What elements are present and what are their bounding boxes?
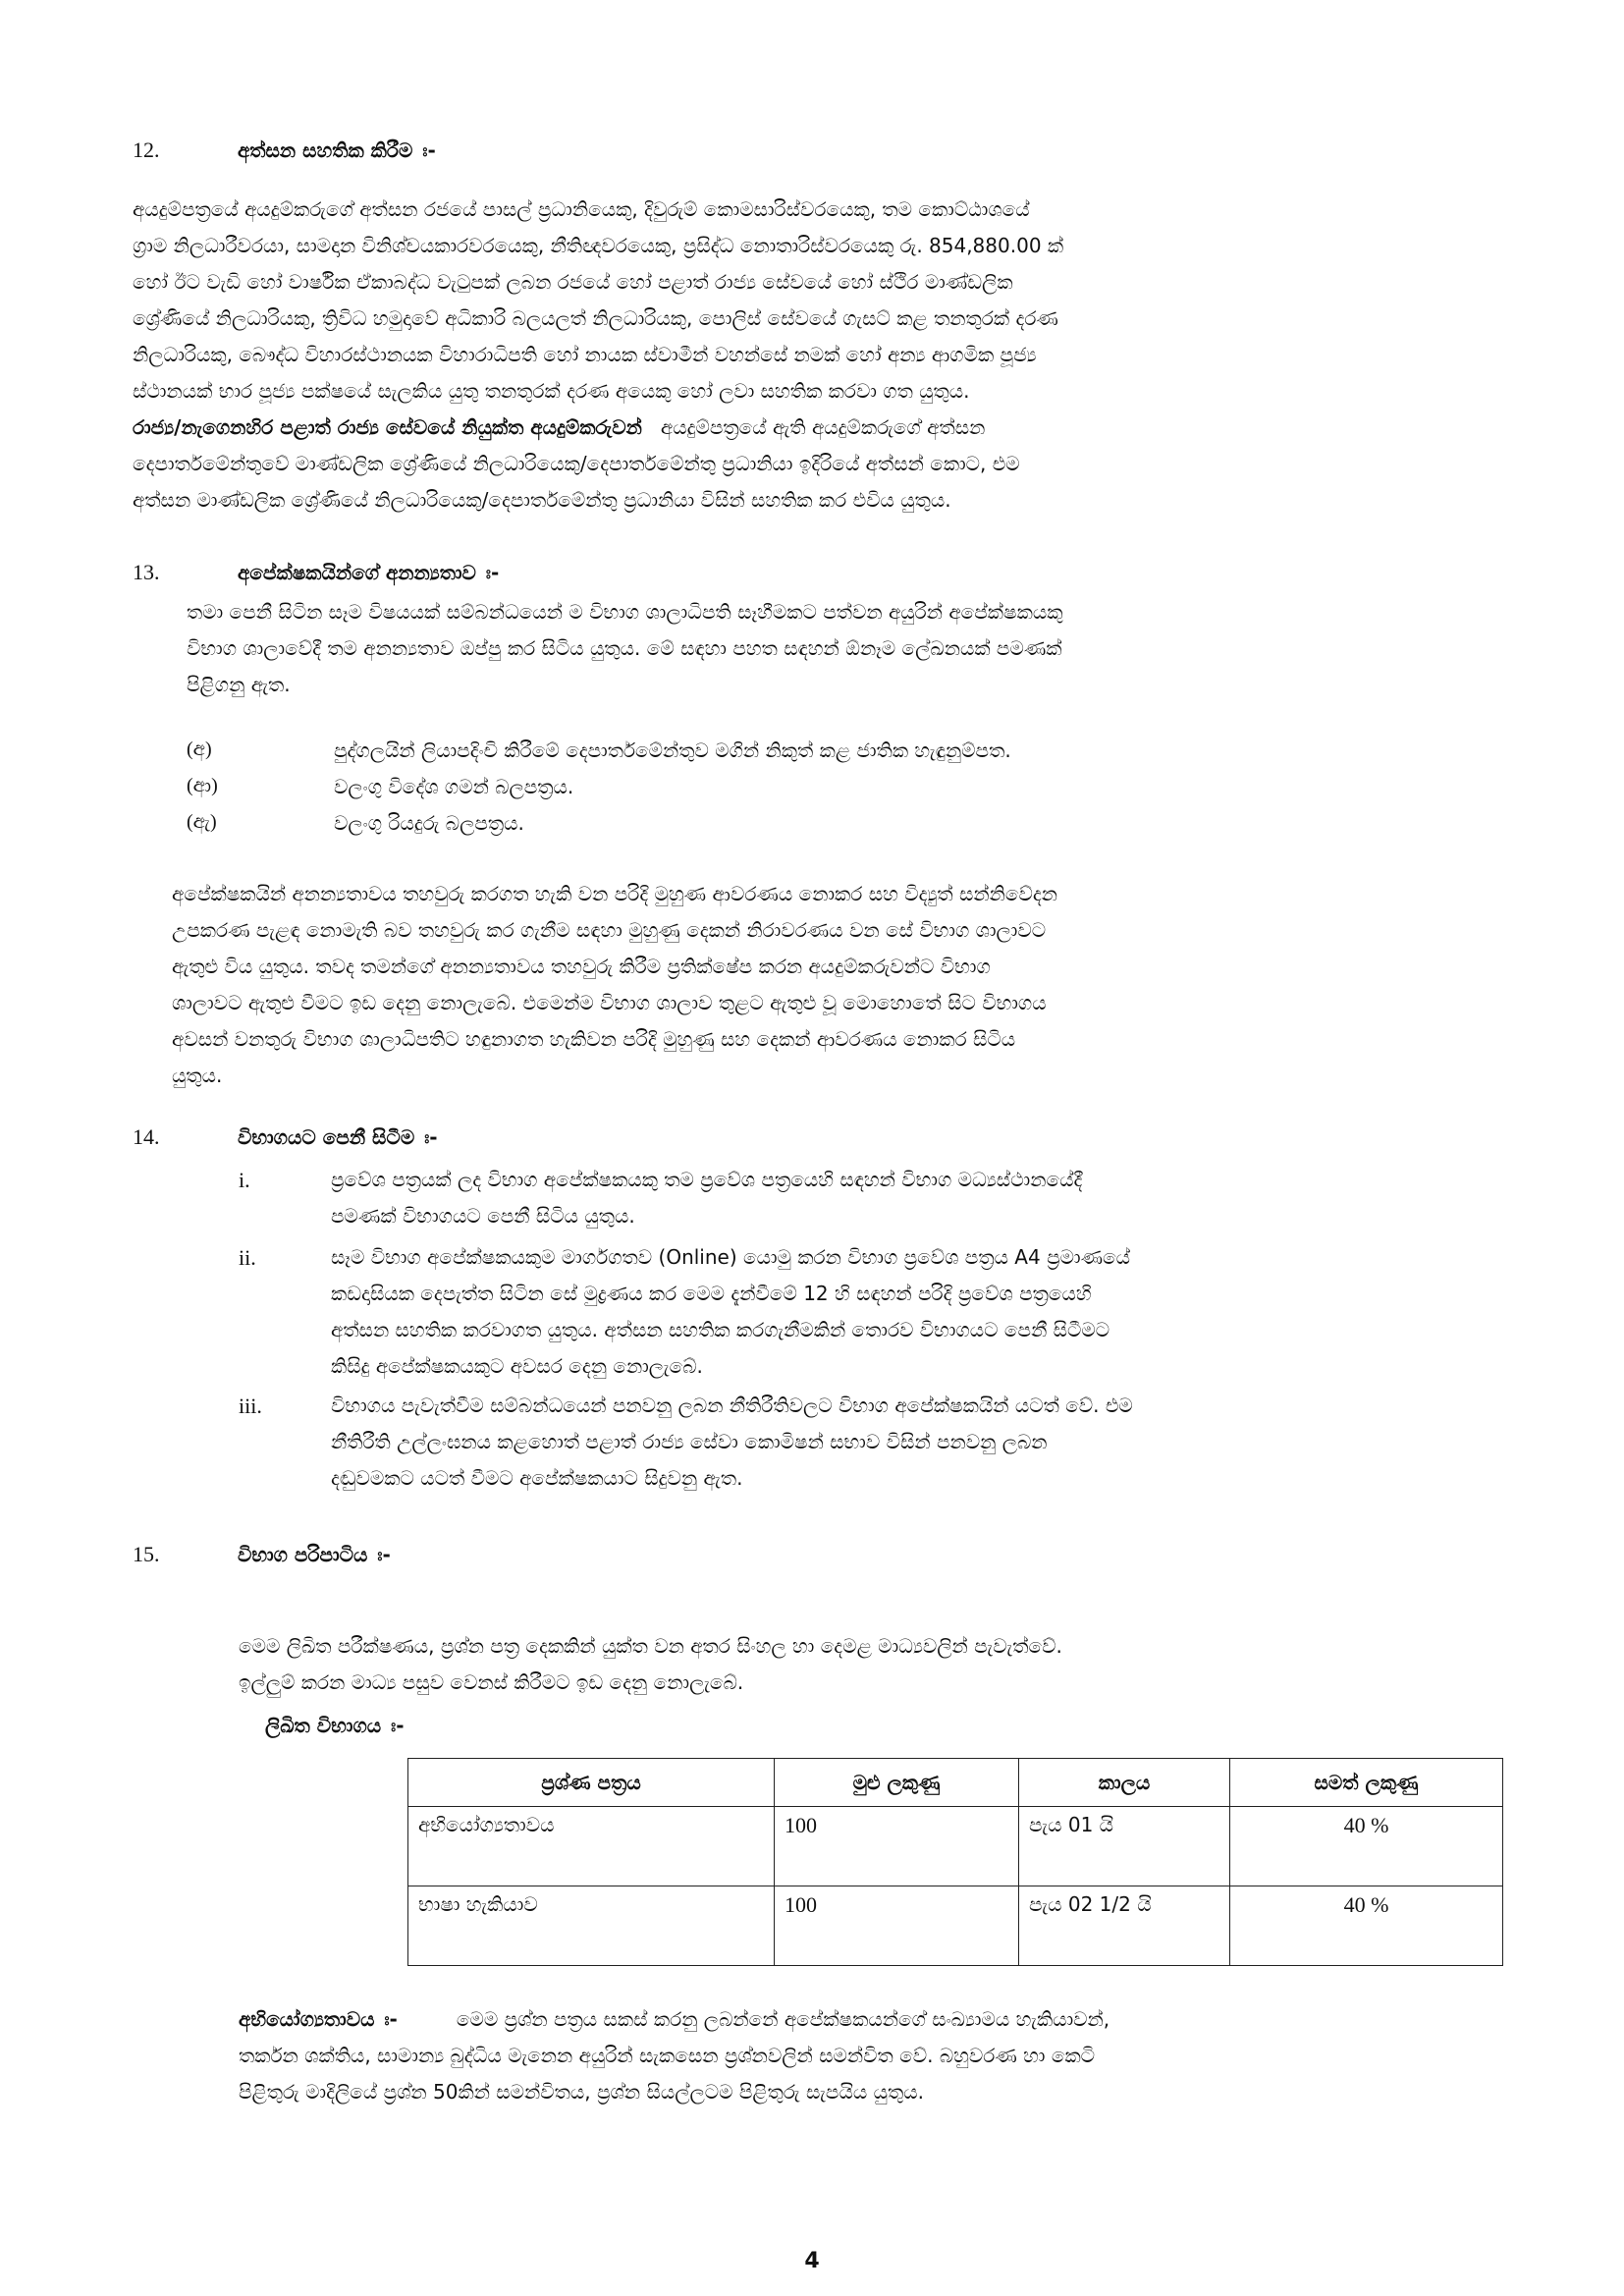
text-span: මෙම ප්‍රශ්න පත්‍රය සකස් කරනු ලබන්නේ අපේක්ෂකයන්ගේ සංඛ්‍යාමය හැකියාවන්, xyxy=(456,2007,1110,2031)
text-line: නිලධාරියකු, බෞද්ධ විහාරස්ථානයක විහාරාධිපති හෝ නායක ස්වාමීන් වහන්සේ නමක් හෝ අන්‍ය ආගමික පූජ්‍ය xyxy=(133,343,1037,366)
table-header-row xyxy=(408,1759,1503,1807)
bold-phrase: රාජ්‍ය/නැගෙනහිර පළාත් රාජ්‍ය සේවයේ නියුක්ත අයදුම්කරුවන් xyxy=(133,415,642,439)
text-line: තමා පෙනී සිටින සෑම විෂයයක් සම්බන්ධයෙන් ම විභාග ශාලාධිපති සෑහීමකට පත්වන අයුරින් අපේක්ෂකයකු xyxy=(187,600,1063,624)
table-cell: පැය 02 1/2 යි xyxy=(1019,1886,1230,1966)
list-label: (අ) xyxy=(187,738,212,760)
column-header: කාලය xyxy=(1019,1759,1230,1807)
section-number: 14. xyxy=(133,1124,160,1149)
list-item xyxy=(239,1388,1525,1497)
exam-table xyxy=(407,1758,1503,1966)
text-line: අත්සන මාණ්ඩලික ශ්‍රේණියේ නිලධාරියෙකු/දෙපාර්තමේන්තු ප්‍රධානියා විසින් සහතික කර එවිය යුතුය. xyxy=(133,488,951,512)
column-header: ප්‍රශ්ණ පත්‍රය xyxy=(408,1759,775,1807)
table-cell: භාෂා හැකියාව xyxy=(408,1886,775,1966)
list-item xyxy=(187,811,524,835)
text-line: පිළිතුරු මාදිලියේ ප්‍රශ්න 50කින් සමන්විතය, ප්‍රශ්න සියල්ලටම පිළිතුරු සැපයිය යුතුය. xyxy=(239,2080,924,2104)
list-text: වලංගු විදේශ ගමන් බලපත්‍රය. xyxy=(334,775,574,798)
text-line: දෙපාර්තමේන්තුවේ මාණ්ඩලික ශ්‍රේණියේ නිලධාරියෙකු/දෙපාර්තමේන්තු ප්‍රධානියා ඉදිරියේ අත්සන් කොට, එම xyxy=(133,452,1020,475)
text-line: නීතිරීති උල්ලංඝනය කළහොත් පළාත් රාජ්‍ය සේවා කොමිෂන් සභාව විසින් පනවනු ලබන xyxy=(331,1430,1048,1453)
section-title: විභාග පරිපාටිය ඃ- xyxy=(237,1543,391,1566)
section-15-heading xyxy=(133,1542,391,1567)
table-cell: 100 xyxy=(775,1807,1019,1886)
text-line: ඉල්ලුම් කරන මාධ්‍ය පසුව වෙනස් කිරීමට ඉඩ දෙනු නොලැබේ. xyxy=(239,1670,744,1694)
table-cell: අභියෝග්‍යතාවය xyxy=(408,1807,775,1886)
section-number: 12. xyxy=(133,137,160,162)
aptitude-label: අභියෝග්‍යතාවය ඃ- xyxy=(239,2007,398,2031)
column-header: මුළු ලකුණු xyxy=(775,1759,1019,1807)
text-line: ස්ථානයක් භාර පූජ්‍ය පක්ෂයේ සැලකිය යුතු තනතුරක් දරණ අයෙකු හෝ ලවා සහතික කරවා ගත යුතුය. xyxy=(133,379,970,403)
list-label: (ආ) xyxy=(187,775,218,796)
text-line: ග්‍රාම නිලධාරීවරයා, සාමදාන විනිශ්චයකාරවරයෙකු, නීතිඥවරයෙකු, ප්‍රසිද්ධ නොතාරිස්වරයෙකු රු. 854,880.00 ක් xyxy=(133,234,1064,257)
text-line: උපකරණ පැළඳ නොමැති බව තහවුරු කර ගැනීම සඳහා මුහුණු දෙකන් නිරාවරණය වන සේ විභාග ශාලාවට xyxy=(172,918,1047,942)
table-cell: පැය 01 යි xyxy=(1019,1807,1230,1886)
section-13-intro xyxy=(187,594,1507,703)
section-12-body xyxy=(133,191,1507,519)
list-item xyxy=(187,775,573,798)
section-title: විභාගයට පෙනී සිටීම ඃ- xyxy=(237,1125,438,1149)
text-span: අයදුම්පත්‍රයේ ඇති අයදුම්කරුගේ අත්සන xyxy=(660,415,986,439)
text-line: ශාලාවට ඇතුළු වීමට ඉඩ දෙනු නොලැබේ. එමෙන්ම විභාග ශාලාව තුළට ඇතුළු වූ මොහොතේ සිට විභාගය xyxy=(172,991,1047,1014)
text-line: හෝ ඊට වැඩි හෝ වාර්ෂික ඒකාබද්ධ වැටුපක් ලබන රජයේ හෝ පළාත් රාජ්‍ය සේවයේ හෝ ස්ථිර මාණ්ඩලික xyxy=(133,270,1013,294)
section-15-intro xyxy=(239,1628,1507,1701)
section-13-closing xyxy=(172,876,1507,1094)
list-text xyxy=(331,1239,1525,1385)
section-number: 15. xyxy=(133,1542,160,1566)
list-label: i. xyxy=(239,1168,250,1192)
text-line: පිළිගනු ඇත. xyxy=(187,673,291,696)
text-line: අපේක්ෂකයින් අනන්‍යතාවය තහවුරු කරගත හැකි වන පරිදි මුහුණ ආවරණය නොකර සහ විද්‍යුත් සන්නිවේදන xyxy=(172,882,1057,905)
list-label: iii. xyxy=(239,1394,262,1418)
text-line: විභාග ශාලාවේදී තම අනන්‍යතාව ඔප්පු කර සිටිය යුතුය. මේ සඳහා පහත සඳහන් ඕනෑම ලේඛනයක් පමණක් xyxy=(187,636,1062,660)
text-line: ප්‍රවේශ පත්‍රයක් ලද විභාග අපේක්ෂකයකු තම ප්‍රවේශ පත්‍රයෙහි සඳහන් විභාග මධ්‍යස්ථානයේදී xyxy=(331,1168,1083,1191)
aptitude-paragraph xyxy=(239,2001,1507,2110)
list-item xyxy=(239,1239,1525,1385)
text-line: අත්සන සහතික කරවාගත යුතුය. අත්සන සහතික කරගැනීමකින් තොරව විභාගයට පෙනී සිටීමට xyxy=(331,1318,1110,1341)
table-cell: 100 xyxy=(775,1886,1019,1966)
section-12-heading xyxy=(133,137,436,163)
list-text: වලංගු රියදුරු බලපත්‍රය. xyxy=(334,811,524,835)
section-14-heading xyxy=(133,1124,438,1150)
section-title: අපේක්ෂකයින්ගේ අනන්‍යතාව ඃ- xyxy=(237,561,500,584)
text-line: අවසන් වනතුරු විභාග ශාලාධිපතිට හඳුනාගත හැකිවන පරිදි මුහුණු සහ දෙකන් ආවරණය නොකර සිටිය xyxy=(172,1027,1016,1051)
table-row xyxy=(408,1886,1503,1966)
text-line: පමණක් විභාගයට පෙනී සිටිය යුතුය. xyxy=(331,1204,635,1228)
text-line: තර්කන ශක්තිය, සාමාන්‍ය බුද්ධිය මැනෙන අයුරින් සැකසෙන ප්‍රශ්නවලින් සමන්විත වේ. බහුවරණ හා කෙටි xyxy=(239,2044,1096,2067)
text-line: කිසිදු අපේක්ෂකයකුට අවසර දෙනු නොලැබේ. xyxy=(331,1354,703,1378)
text-line xyxy=(133,410,1507,446)
list-text xyxy=(331,1162,1525,1234)
list-item xyxy=(187,738,1011,762)
table-cell: 40 % xyxy=(1230,1807,1503,1886)
section-number: 13. xyxy=(133,560,160,584)
text-line: සෑම විභාග අපේක්ෂකයකුම මාර්ගගතව (Online) යොමු කරන විභාග ප්‍රවේශ පත්‍රය A4 ප්‍රමාණයේ xyxy=(331,1245,1131,1269)
text-line: ඇතුළු විය යුතුය. තවද තමන්ගේ අනන්‍යතාවය තහවුරු කිරීම ප්‍රතික්ෂේප කරන අයදුම්කරුවන්ට විභාග xyxy=(172,955,991,978)
list-item xyxy=(239,1162,1525,1234)
text-line: යුතුය. xyxy=(172,1064,223,1087)
list-label: (ඇ) xyxy=(187,811,217,833)
list-text: පුද්ගලයින් ලියාපදිංචි කිරීමේ දෙපාර්තමේන්තුව මගින් නිකුත් කළ ජාතික හැඳුනුම්පත. xyxy=(334,738,1011,762)
page-number: 4 xyxy=(804,2249,820,2273)
text-line: මෙම ලිඛිත පරීක්ෂණය, ප්‍රශ්න පත්‍ර දෙකකින් යුක්ත වන අතර සිංහල හා දෙමළ මාධ්‍යවලින් පැවැත්වේ. xyxy=(239,1634,1062,1658)
text-line: අයදුම්පත්‍රයේ අයදුම්කරුගේ අත්සන රජයේ පාසල් ප්‍රධානියෙකු, දිවුරුම් කොමසාරිස්වරයෙකු, තම කොට්ඨාශයේ xyxy=(133,197,1030,221)
section-title: අත්සන සහතික කිරීම ඃ- xyxy=(237,138,436,162)
table-row xyxy=(408,1807,1503,1886)
text-line: ශ්‍රේණියේ නිලධාරියකු, ත්‍රිවිධ හමුදාවේ අධිකාරි බලයලත් නිලධාරියකු, පොලිස් සේවයේ ගැසට් කළ තනතුරක් දරණ xyxy=(133,306,1058,330)
table-cell: 40 % xyxy=(1230,1886,1503,1966)
written-exam-heading: ලිඛිත විභාගය ඃ- xyxy=(265,1714,405,1737)
text-line: දඬුවමකට යටත් වීමට අපේක්ෂකයාට සිදුවනු ඇත. xyxy=(331,1466,743,1490)
list-label: ii. xyxy=(239,1245,256,1270)
text-line: විභාගය පැවැත්වීම සම්බන්ධයෙන් පනවනු ලබන නීතිරීතිවලට විභාග අපේක්ෂකයින් යටත් වේ. එම xyxy=(331,1394,1133,1417)
column-header: සමත් ලකුණු xyxy=(1230,1759,1503,1807)
text-line xyxy=(239,2001,1507,2038)
list-text xyxy=(331,1388,1525,1497)
text-line: කඩදාසියක දෙපැත්ත සිටින සේ මුද්‍රණය කර මෙම දැන්වීමේ 12 හි සඳහන් පරිදි ප්‍රවේශ පත්‍රයෙහි xyxy=(331,1282,1092,1305)
section-13-heading xyxy=(133,560,499,585)
